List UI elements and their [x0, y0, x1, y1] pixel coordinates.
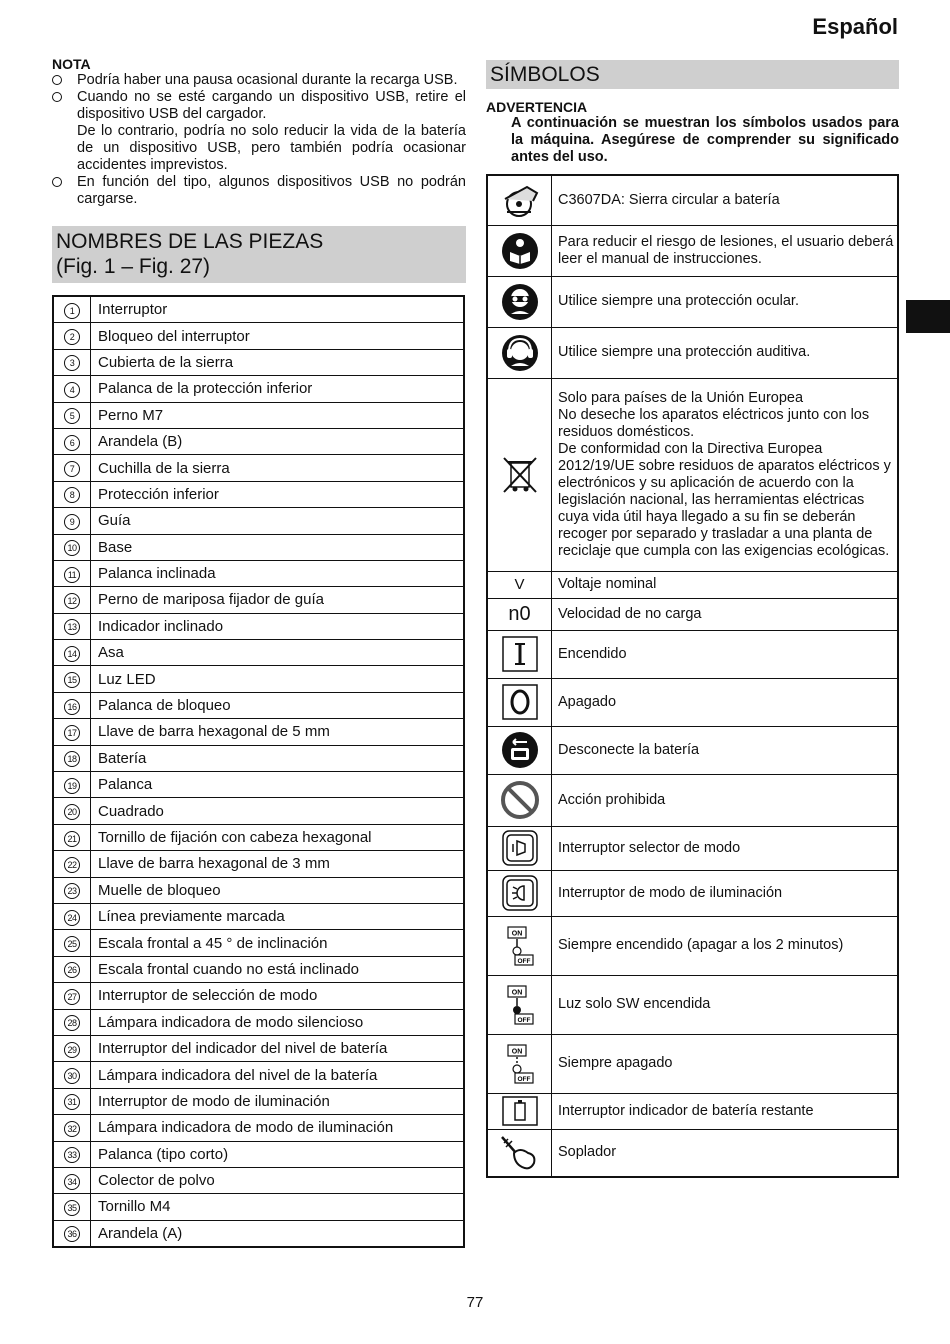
part-label: Palanca de la protección inferior — [91, 376, 465, 402]
table-row — [53, 1220, 464, 1247]
table-row — [487, 225, 898, 276]
part-label: Llave de barra hexagonal de 5 mm — [91, 719, 465, 745]
part-number-cell — [53, 1062, 91, 1088]
part-number: 14 — [64, 646, 80, 662]
part-number: 19 — [64, 778, 80, 794]
part-number-cell — [53, 772, 91, 798]
part-label: Asa — [91, 640, 465, 666]
symbol-description: Solo para países de la Unión Europea No deseche los aparatos eléctricos junto con los residuos domésticos. De conformidad con la Directiva Europea 2012/19/UE sobre residuos de aparatos eléctricos y electrónicos y su aplicación de acuerdo con la legislación nacional, las herramientas eléctricas cuya vida útil haya llegado a su fin se deberán recoger por separado y trasladar a una planta de reciclaje que cumpla con las exigencias ecológicas. — [552, 378, 899, 571]
table-row — [53, 534, 464, 560]
part-number-cell — [53, 1035, 91, 1061]
symbol-description: Apagado — [552, 678, 899, 726]
symbol-description: Encendido — [552, 630, 899, 678]
symbol-description: Velocidad de no carga — [552, 598, 899, 630]
symbol-description: Utilice siempre una protección auditiva. — [552, 327, 899, 378]
part-number-cell — [53, 1194, 91, 1220]
symbol-letter: n0 — [487, 598, 552, 630]
part-label: Lámpara indicadora de modo de iluminación — [91, 1115, 465, 1141]
part-number: 23 — [64, 883, 80, 899]
table-row — [487, 571, 898, 598]
part-number: 5 — [64, 408, 80, 424]
part-number-cell — [53, 1115, 91, 1141]
part-label: Interruptor del indicador del nivel de batería — [91, 1035, 465, 1061]
table-row — [53, 666, 464, 692]
part-number: 15 — [64, 672, 80, 688]
table-row — [53, 851, 464, 877]
part-number: 13 — [64, 619, 80, 635]
part-number-cell — [53, 851, 91, 877]
part-number: 18 — [64, 751, 80, 767]
table-row — [53, 296, 464, 323]
part-number: 16 — [64, 699, 80, 715]
part-number-cell — [53, 1220, 91, 1247]
part-label: Batería — [91, 745, 465, 771]
part-number-cell — [53, 745, 91, 771]
warning-text: A continuación se muestran los símbolos usados para la máquina. Asegúrese de comprender su significado antes del uso. — [511, 115, 899, 165]
read-manual-icon — [487, 225, 552, 276]
part-label: Escala frontal a 45 ° de inclinación — [91, 930, 465, 956]
part-label: Palanca de bloqueo — [91, 692, 465, 718]
mode-selector-icon — [487, 826, 552, 870]
table-row — [487, 630, 898, 678]
symbol-description: Siempre encendido (apagar a los 2 minutos) — [552, 916, 899, 975]
symbol-description: Siempre apagado — [552, 1034, 899, 1093]
table-row — [487, 276, 898, 327]
part-label: Lámpara indicadora del nivel de la batería — [91, 1062, 465, 1088]
part-number-cell — [53, 877, 91, 903]
table-row — [53, 1141, 464, 1167]
bullet-icon — [52, 75, 62, 85]
part-label: Arandela (A) — [91, 1220, 465, 1247]
table-row — [487, 598, 898, 630]
bullet-icon — [52, 177, 62, 187]
part-number: 21 — [64, 831, 80, 847]
table-row — [53, 613, 464, 639]
part-number-cell — [53, 428, 91, 454]
part-label: Cuadrado — [91, 798, 465, 824]
part-number: 32 — [64, 1121, 80, 1137]
part-label: Tornillo M4 — [91, 1194, 465, 1220]
crossed-bin-icon — [487, 378, 552, 571]
symbol-description: Acción prohibida — [552, 774, 899, 826]
blower-icon — [487, 1129, 552, 1177]
parts-title-line2: (Fig. 1 – Fig. 27) — [56, 255, 211, 278]
part-label: Palanca — [91, 772, 465, 798]
part-number: 4 — [64, 382, 80, 398]
table-row — [487, 1034, 898, 1093]
part-number: 25 — [64, 936, 80, 952]
svg-text:ON: ON — [511, 1048, 522, 1055]
nota-item — [52, 89, 466, 174]
symbol-description: Para reducir el riesgo de lesiones, el usuario deberá leer el manual de instrucciones. — [552, 225, 899, 276]
svg-text:ON: ON — [511, 930, 522, 937]
battery-indicator-icon — [487, 1093, 552, 1129]
table-row — [53, 1009, 464, 1035]
part-label: Tornillo de fijación con cabeza hexagonal — [91, 824, 465, 850]
table-row — [53, 455, 464, 481]
table-row — [487, 327, 898, 378]
part-number: 6 — [64, 435, 80, 451]
parts-title-line1: NOMBRES DE LAS PIEZAS — [56, 230, 324, 253]
part-number-cell — [53, 692, 91, 718]
part-number-cell — [53, 1167, 91, 1193]
left-column — [52, 56, 466, 1248]
nota-item-text: Cuando no se esté cargando un dispositivo USB, retire el dispositivo USB del cargador. — [77, 89, 466, 122]
part-number: 22 — [64, 857, 80, 873]
part-label: Luz LED — [91, 666, 465, 692]
symbol-description: Interruptor selector de modo — [552, 826, 899, 870]
part-number: 20 — [64, 804, 80, 820]
table-row — [53, 428, 464, 454]
part-number-cell — [53, 1141, 91, 1167]
svg-text:ON: ON — [511, 989, 522, 996]
part-number: 7 — [64, 461, 80, 477]
light-mode-icon — [487, 870, 552, 916]
table-row — [487, 916, 898, 975]
part-number-cell — [53, 376, 91, 402]
part-label: Perno M7 — [91, 402, 465, 428]
table-row — [53, 640, 464, 666]
table-row — [53, 772, 464, 798]
part-number-cell — [53, 349, 91, 375]
always-off-icon — [487, 1034, 552, 1093]
table-row — [53, 560, 464, 586]
part-label: Muelle de bloqueo — [91, 877, 465, 903]
symbol-description: Luz solo SW encendida — [552, 975, 899, 1034]
part-number: 8 — [64, 487, 80, 503]
svg-text:OFF: OFF — [517, 1016, 530, 1024]
table-row — [53, 745, 464, 771]
part-number-cell — [53, 455, 91, 481]
part-number-cell — [53, 1009, 91, 1035]
table-row — [53, 1035, 464, 1061]
symbols-table — [486, 174, 899, 1178]
part-label: Cubierta de la sierra — [91, 349, 465, 375]
part-number-cell — [53, 323, 91, 349]
part-number-cell — [53, 640, 91, 666]
part-number: 29 — [64, 1042, 80, 1058]
nota-list — [52, 72, 466, 208]
part-number-cell — [53, 956, 91, 982]
part-number: 30 — [64, 1068, 80, 1084]
part-label: Guía — [91, 508, 465, 534]
table-row — [53, 1062, 464, 1088]
nota-item-text: En función del tipo, algunos dispositivos USB no podrán cargarse. — [77, 174, 466, 207]
symbol-description: C3607DA: Sierra circular a batería — [552, 175, 899, 225]
part-label: Bloqueo del interruptor — [91, 323, 465, 349]
part-number-cell — [53, 983, 91, 1009]
table-row — [487, 774, 898, 826]
circular-saw-icon — [487, 175, 552, 225]
svg-text:OFF: OFF — [517, 1075, 530, 1083]
table-row — [53, 1167, 464, 1193]
part-label: Base — [91, 534, 465, 560]
table-row — [53, 481, 464, 507]
table-row — [53, 508, 464, 534]
table-row — [487, 975, 898, 1034]
table-row — [53, 349, 464, 375]
part-label: Interruptor — [91, 296, 465, 323]
part-number: 33 — [64, 1147, 80, 1163]
part-number: 1 — [64, 303, 80, 319]
symbols-section-title: SÍMBOLOS — [486, 60, 899, 89]
table-row — [487, 378, 898, 571]
part-label: Interruptor de modo de iluminación — [91, 1088, 465, 1114]
table-row — [53, 1115, 464, 1141]
table-row — [53, 824, 464, 850]
part-label: Línea previamente marcada — [91, 903, 465, 929]
part-label: Protección inferior — [91, 481, 465, 507]
part-label: Lámpara indicadora de modo silencioso — [91, 1009, 465, 1035]
part-number-cell — [53, 534, 91, 560]
part-number-cell — [53, 666, 91, 692]
nota-item-subtext: De lo contrario, podría no solo reducir la vida de la batería de un dispositivo USB, pero también podría ocasionar accidentes imprevistos. — [77, 123, 466, 173]
part-number: 28 — [64, 1015, 80, 1031]
part-number-cell — [53, 719, 91, 745]
part-number: 12 — [64, 593, 80, 609]
table-row — [487, 1129, 898, 1177]
part-number: 34 — [64, 1174, 80, 1190]
table-row — [53, 983, 464, 1009]
sw-on-light-icon — [487, 975, 552, 1034]
language-heading: Español — [812, 14, 898, 39]
parts-section-title — [52, 226, 466, 283]
right-column — [486, 60, 899, 1178]
part-number: 27 — [64, 989, 80, 1005]
nota-title: NOTA — [52, 56, 91, 72]
table-row — [53, 877, 464, 903]
table-row — [487, 726, 898, 774]
eye-protection-icon — [487, 276, 552, 327]
part-label: Colector de polvo — [91, 1167, 465, 1193]
part-number-cell — [53, 1088, 91, 1114]
prohibited-icon — [487, 774, 552, 826]
part-number-cell — [53, 587, 91, 613]
page-number: 77 — [466, 1294, 484, 1311]
symbol-description: Desconecte la batería — [552, 726, 899, 774]
part-number-cell — [53, 481, 91, 507]
table-row — [53, 1194, 464, 1220]
part-label: Perno de mariposa fijador de guía — [91, 587, 465, 613]
disconnect-battery-icon — [487, 726, 552, 774]
symbol-letter: V — [487, 571, 552, 598]
part-number-cell — [53, 508, 91, 534]
table-row — [53, 798, 464, 824]
section-tab-marker — [906, 300, 950, 333]
table-row — [487, 870, 898, 916]
nota-item-text: Podría haber una pausa ocasional durante la recarga USB. — [77, 72, 458, 88]
switch-on-icon — [487, 630, 552, 678]
table-row — [487, 826, 898, 870]
symbol-description: Interruptor indicador de batería restante — [552, 1093, 899, 1129]
part-label: Llave de barra hexagonal de 3 mm — [91, 851, 465, 877]
part-label: Palanca inclinada — [91, 560, 465, 586]
table-row — [53, 930, 464, 956]
table-row — [487, 1093, 898, 1129]
symbol-description: Interruptor de modo de iluminación — [552, 870, 899, 916]
warning-title: ADVERTENCIA — [486, 99, 588, 115]
part-number: 10 — [64, 540, 80, 556]
always-on-icon — [487, 916, 552, 975]
table-row — [53, 323, 464, 349]
part-label: Interruptor de selección de modo — [91, 983, 465, 1009]
part-label: Indicador inclinado — [91, 613, 465, 639]
part-number-cell — [53, 798, 91, 824]
table-row — [53, 376, 464, 402]
part-number: 11 — [64, 567, 80, 583]
table-row — [53, 719, 464, 745]
part-number: 3 — [64, 355, 80, 371]
part-number: 2 — [64, 329, 80, 345]
bullet-icon — [52, 92, 62, 102]
part-number-cell — [53, 402, 91, 428]
table-row — [53, 956, 464, 982]
part-number: 36 — [64, 1226, 80, 1242]
nota-item — [52, 72, 466, 89]
ear-protection-icon — [487, 327, 552, 378]
svg-text:OFF: OFF — [517, 957, 530, 965]
part-number: 24 — [64, 910, 80, 926]
table-row — [53, 402, 464, 428]
part-number: 35 — [64, 1200, 80, 1216]
part-number-cell — [53, 560, 91, 586]
part-number: 9 — [64, 514, 80, 530]
part-number: 17 — [64, 725, 80, 741]
part-number-cell — [53, 930, 91, 956]
symbol-description: Soplador — [552, 1129, 899, 1177]
part-label: Cuchilla de la sierra — [91, 455, 465, 481]
nota-item — [52, 174, 466, 208]
part-label: Escala frontal cuando no está inclinado — [91, 956, 465, 982]
part-label: Arandela (B) — [91, 428, 465, 454]
symbol-description: Voltaje nominal — [552, 571, 899, 598]
part-number: 26 — [64, 962, 80, 978]
part-number: 31 — [64, 1094, 80, 1110]
table-row — [53, 903, 464, 929]
parts-table — [52, 295, 465, 1248]
table-row — [53, 692, 464, 718]
switch-off-icon — [487, 678, 552, 726]
part-label: Palanca (tipo corto) — [91, 1141, 465, 1167]
table-row — [487, 175, 898, 225]
symbol-description: Utilice siempre una protección ocular. — [552, 276, 899, 327]
part-number-cell — [53, 613, 91, 639]
part-number-cell — [53, 824, 91, 850]
table-row — [53, 587, 464, 613]
part-number-cell — [53, 296, 91, 323]
table-row — [487, 678, 898, 726]
part-number-cell — [53, 903, 91, 929]
table-row — [53, 1088, 464, 1114]
